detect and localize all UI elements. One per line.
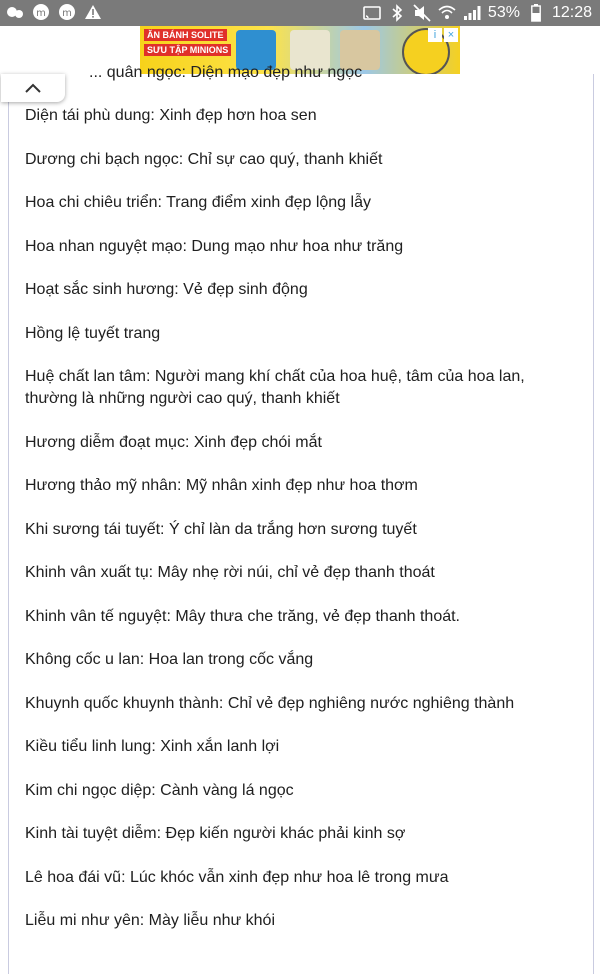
list-item: Kinh tài tuyệt diễm: Đẹp kiến người khác phải kinh sợ: [25, 825, 406, 842]
ad-headline: ĂN BÁNH SOLITE: [144, 29, 227, 41]
list-item: Diện tái phù dung: Xinh đẹp hơn hoa sen: [25, 107, 317, 124]
svg-text:m: m: [36, 8, 46, 19]
battery-icon: [527, 4, 545, 22]
list-item: Hoa nhan nguyệt mạo: Dung mạo như hoa như trăng: [25, 237, 404, 255]
svg-text:m: m: [62, 8, 72, 19]
bluetooth-icon: [388, 4, 406, 22]
entry-list: [25, 105, 581, 954]
warning-icon: [84, 3, 102, 21]
app-icon-1: [6, 3, 24, 21]
list-item: Lê hoa đái vũ: Lúc khóc vẫn xinh đẹp như hoa lê trong mưa: [25, 868, 449, 886]
wifi-icon: [438, 4, 456, 22]
cut-off-line: ... quân ngọc: Diện mạo đẹp như ngọc: [89, 64, 363, 81]
article-content: [8, 64, 594, 974]
battery-percent: 53%: [487, 4, 520, 21]
app-icon-2: [32, 3, 50, 21]
list-item: Liễu mi như yên: Mày liễu như khói: [25, 912, 275, 929]
app-icon-3: [58, 3, 76, 21]
list-item: Hương thảo mỹ nhân: Mỹ nhân xinh đẹp như hoa thơm: [25, 477, 418, 494]
list-item: Hương diễm đoạt mục: Xinh đẹp chói mắt: [25, 433, 322, 451]
chevron-up-icon: [24, 82, 42, 94]
signal-icon: [463, 4, 481, 22]
list-item: Khinh vân xuất tụ: Mây nhẹ rời núi, chỉ vẻ đẹp thanh thoát: [25, 564, 435, 581]
cast-icon: [363, 4, 381, 22]
list-item: Hồng lệ tuyết trang: [25, 324, 161, 342]
status-bar: [0, 0, 600, 26]
list-item: Hoạt sắc sinh hương: Vẻ đẹp sinh động: [25, 281, 308, 298]
ad-subheadline: SƯU TẬP MINIONS: [144, 44, 231, 56]
ad-close-icon[interactable]: ×: [444, 28, 458, 42]
collapse-button[interactable]: [1, 74, 65, 102]
list-item: Khuynh quốc khuynh thành: Chỉ vẻ đẹp nghiêng nước nghiêng thành: [25, 694, 515, 712]
list-item: Huệ chất lan tâm: Người mang khí chất của hoa huệ, tâm của hoa lan, thường là những người cao quý, thanh khiết: [25, 368, 525, 407]
list-item: Khinh vân tế nguyệt: Mây thưa che trăng, vẻ đẹp thanh thoát.: [25, 607, 460, 625]
list-item: Dương chi bạch ngọc: Chỉ sự cao quý, thanh khiết: [25, 150, 383, 168]
mute-icon: [413, 4, 431, 22]
list-item: Kiều tiểu linh lung: Xinh xắn lanh lợi: [25, 738, 280, 755]
list-item: Không cốc u lan: Hoa lan trong cốc vắng: [25, 651, 314, 668]
list-item: Khi sương tái tuyết: Ý chỉ làn da trắng hơn sương tuyết: [25, 520, 417, 538]
clock: 12:28: [551, 4, 592, 21]
ad-info-icon[interactable]: i: [428, 28, 442, 42]
list-item: Hoa chi chiêu triển: Trang điểm xinh đẹp lộng lẫy: [25, 194, 371, 211]
list-item: Kim chi ngọc diệp: Cành vàng lá ngọc: [25, 781, 294, 799]
